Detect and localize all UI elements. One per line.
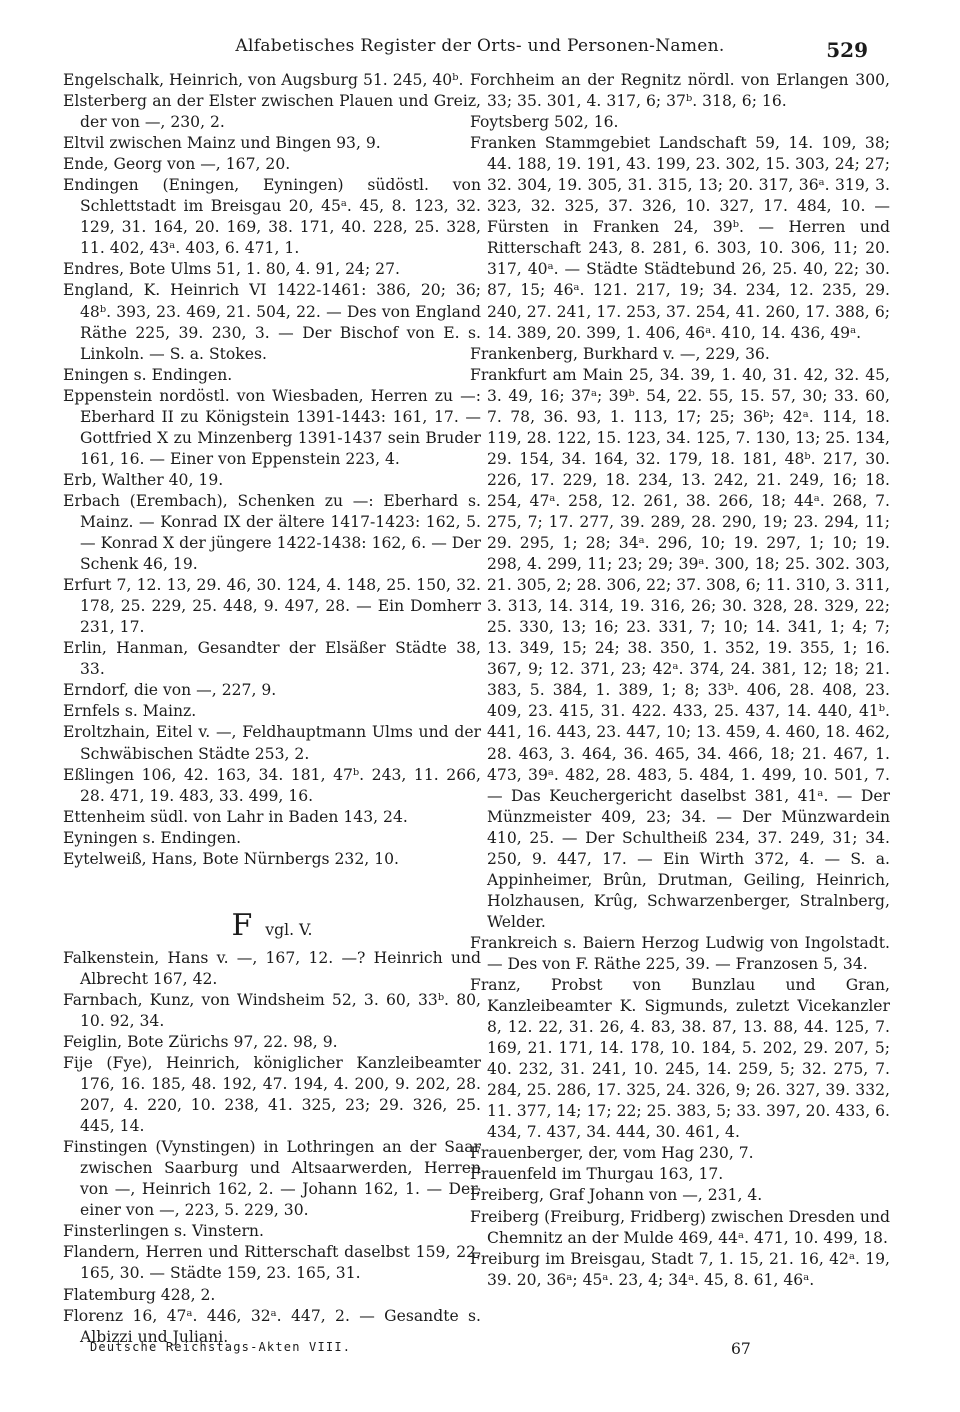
index-entry: Fije (Fye), Heinrich, königlicher Kanzleibeamter 176, 16. 185, 48. 192, 47. 194, 4. 200, 9. 202, 28. 207, 4. 220, 10. 238, 41. 325, 23; 29. 326, 25. 445, 14. bbox=[63, 1054, 481, 1136]
left-f-entries bbox=[63, 948, 481, 1348]
index-entry: Endres, Bote Ulms 51, 1. 80, 4. 91, 24; 27. bbox=[63, 260, 400, 279]
right-column bbox=[470, 70, 890, 1291]
index-entry: Endingen (Eningen, Eyningen) südöstl. von Schlettstadt im Breisgau 20, 45ᵃ. 45, 8. 123, 32. 129, 31. 164, 20. 169, 38. 171, 40. 228, 25. 328, 11. 402, 43ᵃ. 403, 6. 471, 1. bbox=[63, 176, 481, 258]
index-entry: Eningen s. Endingen. bbox=[63, 365, 233, 384]
index-entry: Franken Stammgebiet Landschaft 59, 14. 109, 38; 44. 188, 19. 191, 43. 199, 23. 302, 15. 303, 24; 27; 32. 304, 19. 305, 31. 315, 13; 20. 317, 36ᵃ. 319, 3. 323, 32. 325, 37. 326, 10. 327, 17. 484, 10. — Fürsten in Franken 24, 39ᵇ. — Herren und Ritterschaft 243, 8. 281, 6. 303, 10. 306, 11; 20. 317, 40ᵃ. — Städte Städtebund 26, 25. 40, 22; 30. 87, 15; 46ᵃ. 121. 217, 19; 34. 234, 12. 235, 29. 240, 27. 241, 17. 253, 37. 254, 41. 260, 17. 388, 6; 14. 389, 20. 399, 1. 406, 46ᵃ. 410, 14. 436, 49ᵃ. bbox=[470, 134, 890, 342]
index-entry: Eyningen s. Endingen. bbox=[63, 828, 242, 847]
index-entry: Farnbach, Kunz, von Windsheim 52, 3. 60, 33ᵇ. 80, 10. 92, 34. bbox=[63, 990, 481, 1030]
index-entry: Feiglin, Bote Zürichs 97, 22. 98, 9. bbox=[63, 1032, 338, 1051]
signature-mark: 67 bbox=[731, 1340, 751, 1358]
index-entry: Erndorf, die von —, 227, 9. bbox=[63, 681, 277, 700]
index-entry: Eytelweiß, Hans, Bote Nürnbergs 232, 10. bbox=[63, 849, 399, 868]
left-e-entries bbox=[63, 70, 481, 870]
index-entry: Ende, Georg von —, 167, 20. bbox=[63, 155, 291, 174]
index-entry: Eltvil zwischen Mainz und Bingen 93, 9. bbox=[63, 134, 381, 153]
left-column bbox=[63, 70, 481, 1348]
index-entry: Frankreich s. Baiern Herzog Ludwig von Ingolstadt. — Des von F. Räthe 225, 39. — Franzosen 5, 34. bbox=[470, 933, 890, 973]
index-entry: Frankfurt am Main 25, 34. 39, 1. 40, 31. 42, 32. 45, 3. 49, 16; 37ᵃ; 39ᵇ. 54, 22. 55, 15. 57, 30; 33. 60, 7. 78, 36. 93, 1. 113, 17; 25; 36ᵇ; 42ᵃ. 114, 18. 119, 28. 122, 15. 123, 34. 125, 7. 130, 13; 25. 134, 29. 154, 34. 164, 32. 179, 18. 181, 48ᵇ. 217, 30. 226, 17. 229, 18. 234, 13. 242, 21. 249, 16; 18. 254, 47ᵃ. 258, 12. 261, 38. 266, 18; 44ᵃ. 268, 7. 275, 7; 17. 277, 39. 289, 28. 290, 19; 23. 294, 11; 29. 295, 1; 28; 34ᵃ. 296, 10; 19. 297, 1; 10; 19. 298, 4. 299, 11; 23; 29; 39ᵃ. 300, 18; 25. 302. 303, 21. 305, 2; 28. 306, 22; 37. 308, 6; 11. 310, 3. 311, 3. 313, 14. 314, 19. 316, 26; 30. 328, 28. 329, 22; 25. 330, 13; 16; 23. 331, 7; 10; 14. 341, 1; 4; 7; 13. 349, 15; 24; 38. 350, 1. 352, 19. 355, 1; 16. 367, 9; 12. 371, 23; 42ᵃ. 374, 24. 381, 12; 18; 21. 383, 5. 384, 1. 389, 1; 8; 33ᵇ. 406, 28. 408, 23. 409, 23. 415, 31. 422. 433, 25. 437, 14. 440, 41ᵇ. 441, 16. 443, 23. 447, 10; 13. 459, 4. 460, 18. 462, 28. 463, 3. 464, 36. 465, 34. 466, 18; 21. 467, 1. 473, 39ᵃ. 482, 28. 483, 5. 484, 1. 499, 10. 501, 7. — Das Keuchergericht daselbst 381, 41ᵃ. — Der Münzmeister 409, 23; 34. — Der Münzwardein 410, 25. — Der Schultheiß 234, 37. 249, 31; 34. 250, 9. 447, 17. — Ein Wirth 372, 4. — S. a. Appinheimer, Brûn, Drutman, Geiling, Heinrich, Holzhausen, Krûg, Schwarzenberger, Stralnberg, Welder. bbox=[470, 365, 890, 931]
index-entry: Eroltzhain, Eitel v. —, Feldhauptmann Ulms und der Schwäbischen Städte 253, 2. bbox=[63, 723, 481, 763]
index-entry: Erb, Walther 40, 19. bbox=[63, 470, 224, 489]
index-entry: Frauenberger, der, vom Hag 230, 7. bbox=[470, 1144, 754, 1163]
index-entry: Falkenstein, Hans v. —, 167, 12. —? Heinrich und Albrecht 167, 42. bbox=[63, 948, 481, 988]
index-entry: Franz, Probst von Bunzlau und Gran, Kanzleibeamter K. Sigmunds, zuletzt Vicekanzler 8, 12. 22, 31. 26, 4. 83, 38. 87, 13. 88, 44. 125, 7. 169, 21. 171, 14. 178, 10. 184, 5. 202, 29. 207, 5; 40. 232, 31. 241, 10. 245, 14. 259, 5; 32. 275, 7. 284, 25. 286, 17. 325, 24. 326, 9; 26. 327, 39. 332, 11. 377, 14; 17; 22; 25. 383, 5; 33. 397, 20. 433, 6. 434, 7. 437, 34. 444, 30. 461, 4. bbox=[470, 976, 890, 1142]
index-entry: Erfurt 7, 12. 13, 29. 46, 30. 124, 4. 148, 25. 150, 32. 178, 25. 229, 25. 448, 9. 497, 28. — Ein Domherr 231, 17. bbox=[63, 576, 481, 637]
running-title: Alfabetisches Register der Orts- und Personen-Namen. bbox=[235, 36, 725, 56]
index-entry: Elsterberg an der Elster zwischen Plauen und Greiz, der von —, 230, 2. bbox=[63, 92, 481, 132]
section-note: vgl. V. bbox=[265, 920, 313, 939]
index-entry: Frankenberg, Burkhard v. —, 229, 36. bbox=[470, 344, 770, 363]
index-entry: Freiburg im Breisgau, Stadt 7, 1. 15, 21. 16, 42ᵃ. 19, 39. 20, 36ᵃ; 45ᵃ. 23, 4; 34ᵃ. 45, 8. 61, 46ᵃ. bbox=[470, 1249, 890, 1289]
index-entry: Erlin, Hanman, Gesandter der Elsäßer Städte 38, 33. bbox=[63, 639, 481, 679]
index-entry: Flandern, Herren und Ritterschaft daselbst 159, 22. 165, 30. — Städte 159, 23. 165, 31. bbox=[63, 1243, 481, 1283]
index-entry: Finstingen (Vynstingen) in Lothringen an der Saar zwischen Saarburg und Altsaarwerden, Herren von —, Heinrich 162, 2. — Johann 162, 1. — Der, einer von —, 223, 5. 229, 30. bbox=[63, 1138, 481, 1220]
index-entry: Eppenstein nordöstl. von Wiesbaden, Herren zu —: Eberhard II zu Königstein 1391-1443: 161, 17. — Gottfried X zu Minzenberg 1391-1437 sein Bruder 161, 16. — Einer von Eppenstein 223, 4. bbox=[63, 386, 481, 468]
index-entry: Frauenfeld im Thurgau 163, 17. bbox=[470, 1165, 724, 1184]
index-entry: Erbach (Erembach), Schenken zu —: Eberhard s. Mainz. — Konrad IX der ältere 1417-1423: 162, 5. — Konrad X der jüngere 1422-1438: 162, 6. — Der Schenk 46, 19. bbox=[63, 491, 481, 574]
footer-title: Deutsche Reichstags-Akten VIII. bbox=[90, 1340, 352, 1354]
index-entry: Foytsberg 502, 16. bbox=[470, 113, 619, 132]
index-entry: Forchheim an der Regnitz nördl. von Erlangen 300, 33; 35. 301, 4. 317, 6; 37ᵇ. 318, 6; 16. bbox=[470, 71, 890, 111]
index-entry: England, K. Heinrich VI 1422-1461: 386, 20; 36; 48ᵇ. 393, 23. 469, 21. 504, 22. — Des von England Räthe 225, 39. 230, 3. — Der Bischof von E. s. Linkoln. — S. a. Stokes. bbox=[63, 281, 481, 363]
index-entry: Finsterlingen s. Vinstern. bbox=[63, 1222, 264, 1241]
index-entry: Flatemburg 428, 2. bbox=[63, 1285, 216, 1304]
right-entries bbox=[470, 70, 890, 1291]
index-entry: Freiberg (Freiburg, Fridberg) zwischen Dresden und Chemnitz an der Mulde 469, 44ᵃ. 471, 10. 499, 18. bbox=[470, 1207, 890, 1247]
section-heading-f bbox=[63, 907, 481, 944]
index-entry: Ettenheim südl. von Lahr in Baden 143, 24. bbox=[63, 807, 408, 826]
index-entry: Engelschalk, Heinrich, von Augsburg 51. 245, 40ᵇ. bbox=[63, 71, 464, 89]
index-entry: Eßlingen 106, 42. 163, 34. 181, 47ᵇ. 243, 11. 266, 28. 471, 19. 483, 33. 499, 16. bbox=[63, 765, 481, 805]
section-letter: F bbox=[231, 907, 253, 943]
page-number: 529 bbox=[826, 38, 868, 62]
index-entry: Ernfels s. Mainz. bbox=[63, 702, 197, 721]
index-entry: Florenz 16, 47ᵃ. 446, 32ᵃ. 447, 2. — Gesandte s. Albizzi und Juliani. bbox=[63, 1306, 481, 1346]
index-entry: Freiberg, Graf Johann von —, 231, 4. bbox=[470, 1186, 763, 1205]
